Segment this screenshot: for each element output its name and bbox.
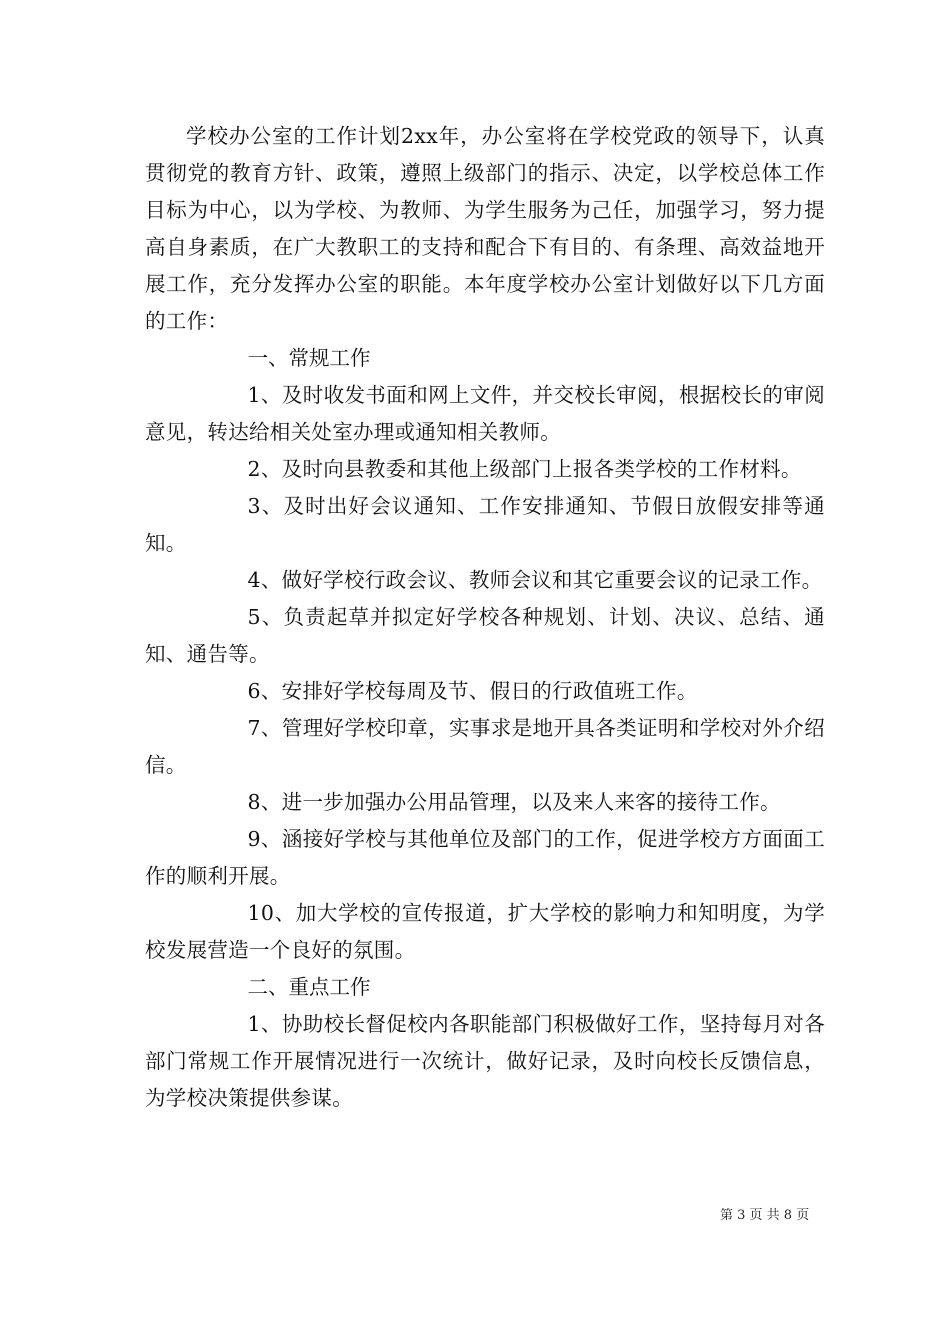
intro-paragraph: 学校办公室的工作计划2xx年，办公室将在学校党政的领导下，认真贯彻党的教育方针、政策，遵照上级部门的指示、决定，以学校总体工作目标为中心，以为学校、为教师、为学生服务为己任，加强学习，努力提高自身素质，在广大教职工的支持和配合下有目的、有条理、高效益地开展工作，充分发挥办公室的职能。本年度学校办公室计划做好以下几方面的工作：	[145, 124, 825, 333]
routine-item-7: 7、管理好学校印章，实事求是地开具各类证明和学校对外介绍信。	[145, 716, 825, 777]
routine-item-2: 2、及时向县教委和其他上级部门上报各类学校的工作材料。	[247, 457, 802, 481]
document-body	[145, 118, 825, 1117]
routine-item-4: 4、做好学校行政会议、教师会议和其它重要会议的记录工作。	[247, 568, 823, 592]
page-number-footer: 第 3 页 共 8 页	[720, 1208, 810, 1223]
routine-item-6: 6、安排好学校每周及节、假日的行政值班工作。	[247, 679, 698, 703]
routine-item-1: 1、及时收发书面和网上文件，并交校长审阅，根据校长的审阅意见，转达给相关处室办理或通知相关教师。	[145, 383, 825, 444]
section-heading-key: 二、重点工作	[247, 975, 371, 999]
routine-item-9: 9、涵接好学校与其他单位及部门的工作，促进学校方方面面工作的顺利开展。	[145, 827, 825, 888]
section-heading-routine: 一、常规工作	[247, 346, 371, 370]
routine-item-8: 8、进一步加强办公用品管理，以及来人来客的接待工作。	[247, 790, 781, 814]
routine-item-3: 3、及时出好会议通知、工作安排通知、节假日放假安排等通知。	[145, 494, 825, 555]
routine-item-5: 5、负责起草并拟定好学校各种规划、计划、决议、总结、通知、通告等。	[145, 605, 825, 666]
key-item-1: 1、协助校长督促校内各职能部门积极做好工作，坚持每月对各部门常规工作开展情况进行一次统计，做好记录，及时向校长反馈信息，为学校决策提供参谋。	[145, 1012, 825, 1110]
routine-item-10: 10、加大学校的宣传报道，扩大学校的影响力和知明度，为学校发展营造一个良好的氛围。	[145, 901, 825, 962]
